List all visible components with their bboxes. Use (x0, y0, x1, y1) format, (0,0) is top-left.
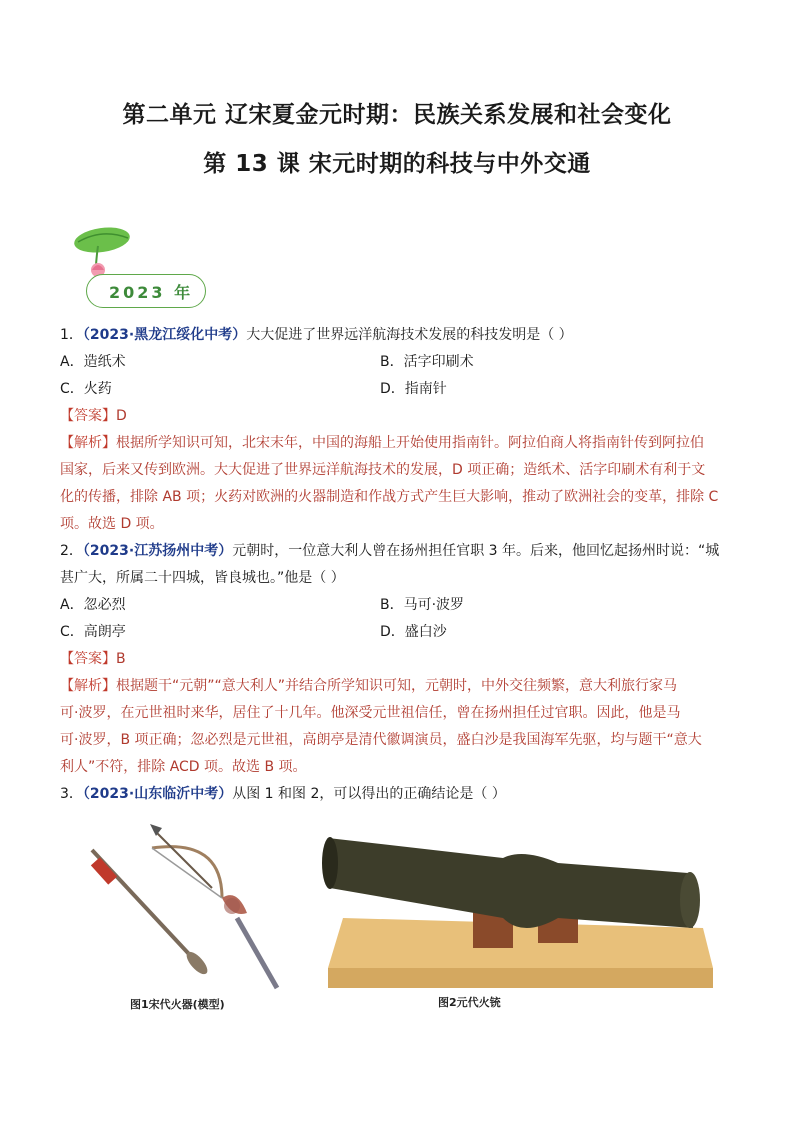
question-2-analysis-line-2: 可·波罗，在元世祖时来华，居住了十几年。他深受元世祖信任，曾在扬州担任过官职。因此，他是马 (60, 705, 681, 721)
unit-title: 第二单元 辽宋夏金元时期：民族关系发展和社会变化 (122, 102, 672, 128)
question-1-analysis-line-4: 项。故选 D 项。 (60, 516, 164, 532)
option-a: A．忽必烈 (60, 597, 126, 613)
figure-1-caption: 图1宋代火器(模型) (130, 998, 225, 1011)
year-badge-text: 2023 年 (109, 283, 194, 302)
question-2-options-row-2 (60, 619, 740, 646)
question-1-source: （2023·黑龙江绥化中考） (82, 327, 247, 343)
question-2-analysis-line-1: 【解析】根据题干“元朝”“意大利人”并结合所学知识可知，元朝时，中外交往频繁，意大利旅行家马 (60, 678, 678, 694)
question-2-answer (60, 646, 740, 673)
question-3-source: （2023·山东临沂中考） (82, 786, 233, 802)
question-2-stem-line-2: 甚广大，所属二十四城，皆良城也。”他是（ ） (60, 570, 345, 586)
question-1-analysis-line-2: 国家，后来又传到欧洲。大大促进了世界远洋航海技术的发展，D 项正确；造纸术、活字印刷术有利于文 (60, 462, 706, 478)
option-b: B．活字印刷术 (380, 354, 474, 370)
question-3-number: 3． (60, 786, 83, 802)
question-2-number: 2． (60, 543, 83, 559)
song-firearms-illustration (72, 818, 312, 998)
option-d: D．指南针 (380, 381, 447, 397)
answer-label: 【答案】 (60, 408, 116, 424)
option-a: A．造纸术 (60, 354, 126, 370)
analysis-label: 【解析】 (60, 435, 116, 451)
question-1-text: 大大促进了世界远洋航海技术发展的科技发明是（ ） (246, 327, 573, 343)
question-3-figures (60, 818, 740, 1018)
option-b: B．马可·波罗 (380, 597, 465, 613)
yuan-fire-cannon-photo (318, 818, 718, 998)
question-1-number: 1． (60, 327, 83, 343)
option-c: C．高朗亭 (60, 624, 126, 640)
question-1-analysis-line-3: 化的传播，排除 AB 项；火药对欧洲的火器制造和作战方式产生巨大影响，推动了欧洲社会的变革，排除 C (60, 489, 719, 505)
option-d: D．盛白沙 (380, 624, 447, 640)
question-1-stem (60, 322, 740, 349)
answer-value: D (116, 408, 127, 424)
question-2-stem (60, 538, 740, 565)
question-2-analysis-line-3: 可·波罗，B 项正确；忽必烈是元世祖，高朗亭是清代徽调演员，盛白沙是我国海军先驱，均与题干“意大 (60, 732, 702, 748)
figure-2-caption: 图2元代火铳 (438, 996, 501, 1009)
question-2-text: 元朝时，一位意大利人曾在扬州担任官职 3 年。后来，他回忆起扬州时说：“城 (232, 543, 720, 559)
option-c: C．火药 (60, 381, 112, 397)
question-2-analysis-line-4: 利人”不符，排除 ACD 项。故选 B 项。 (60, 759, 307, 775)
year-badge-frame (86, 274, 206, 308)
answer-label: 【答案】 (60, 651, 116, 667)
answer-value: B (116, 651, 126, 667)
question-2-options-row-1 (60, 592, 740, 619)
question-1-options-row-1 (60, 349, 740, 376)
lesson-title: 第 13 课 宋元时期的科技与中外交通 (203, 151, 591, 177)
question-2-source: （2023·江苏扬州中考） (82, 543, 233, 559)
question-1-options-row-2 (60, 376, 740, 403)
analysis-label: 【解析】 (60, 678, 116, 694)
question-1-analysis-line-1: 【解析】根据所学知识可知，北宋末年，中国的海船上开始使用指南针。阿拉伯商人将指南针传到阿拉伯 (60, 435, 704, 451)
year-badge (72, 224, 212, 314)
question-1-answer (60, 403, 740, 430)
question-3-text: 从图 1 和图 2，可以得出的正确结论是（ ） (232, 786, 506, 802)
question-list (60, 322, 740, 808)
question-3-stem (60, 781, 740, 808)
